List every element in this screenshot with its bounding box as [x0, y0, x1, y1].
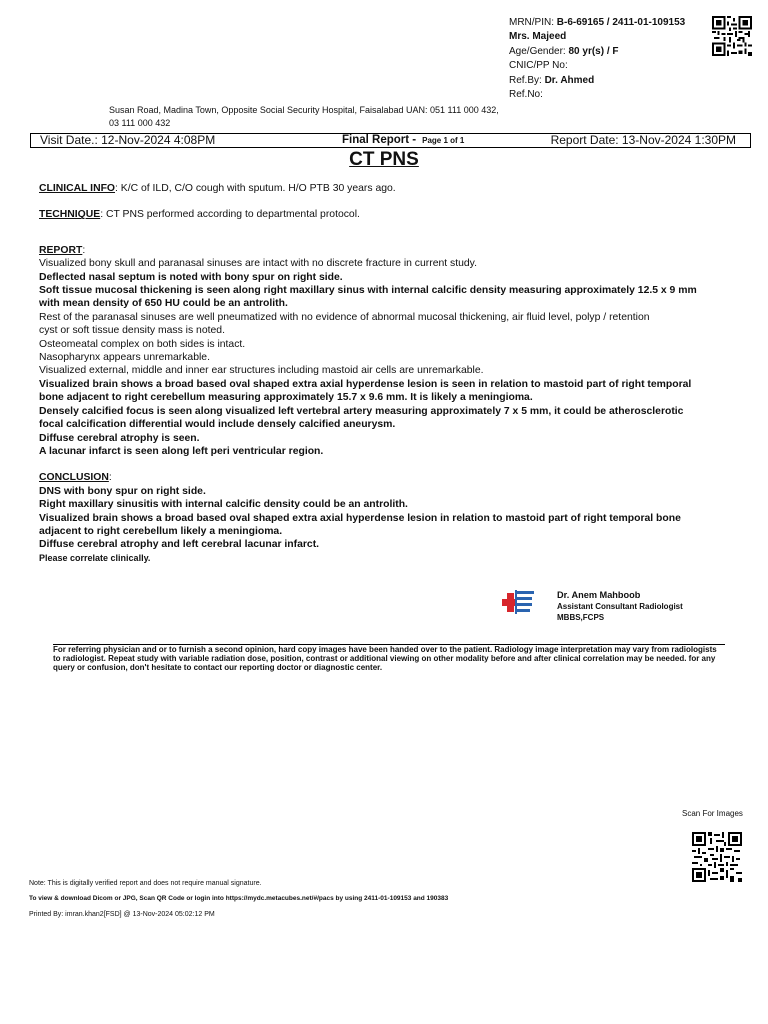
technique	[39, 208, 739, 221]
conclusion-line: Diffuse cerebral atrophy and left cerebral lacunar infarct.	[39, 539, 320, 551]
visit-date: Visit Date.: 12-Nov-2024 4:08PM	[40, 133, 216, 147]
radiologist-signature	[557, 590, 683, 623]
final-report-text: Final Report -	[342, 134, 417, 146]
age-label: Age/Gender:	[509, 45, 566, 57]
mrn-value: B-6-69165 / 2411-01-109153	[556, 17, 686, 28]
report-body	[39, 182, 739, 565]
download-instructions: To view & download Dicom or JPG, Scan QR Code or login into https://mydc.metacubes.net/#/pacs by using 2411-01-109153 and 190383	[29, 895, 449, 902]
clinical-info-text: : K/C of ILD, C/O cough with sputum. H/O PTB 30 years ago.	[115, 183, 396, 194]
radiologist-degree: MBBS,FCPS	[557, 613, 605, 622]
report-label: REPORT	[39, 244, 83, 256]
patient-name: Mrs. Majeed	[509, 31, 567, 43]
conclusion-line: DNS with bony spur on right side.	[39, 485, 206, 497]
report-finding-line: bone adjacent to right cerebellum measuring approximately 15.7 x 9.6 mm. It is likely a meningioma.	[39, 392, 533, 404]
report-colon: :	[82, 244, 86, 256]
clinical-info-label: CLINICAL INFO	[39, 183, 116, 194]
report-finding-line: A lacunar infarct is seen along left peri ventricular region.	[39, 445, 324, 457]
report-heading	[39, 244, 739, 257]
hospital-logo-icon	[502, 588, 536, 618]
conclusion-line: adjacent to right cerebellum likely a meningioma.	[39, 525, 283, 537]
correlate-note: Please correlate clinically.	[39, 552, 151, 563]
report-finding-line: Visualized external, middle and inner ear structures including mastoid air cells are unremarkable.	[39, 365, 484, 377]
conclusion-label: CONCLUSION	[39, 472, 109, 484]
report-finding-line: Deflected nasal septum is noted with bony spur on right side.	[39, 271, 343, 283]
technique-label: TECHNIQUE	[39, 209, 101, 221]
scan-for-images-label: Scan For Images	[682, 809, 743, 818]
conclusion-heading	[39, 471, 739, 484]
conclusion-line: Right maxillary sinusitis with internal calcific density could be an antrolith.	[39, 499, 408, 511]
report-finding-line: Visualized brain shows a broad based oval shaped extra axial hyperdense lesion is seen in relation to mastoid part of right temporal	[39, 378, 692, 390]
age-value: 80 yr(s) / F	[568, 45, 619, 57]
report-finding-line: with mean density of 650 HU could be an antrolith.	[39, 298, 288, 310]
radiologist-role: Assistant Consultant Radiologist	[557, 602, 683, 611]
page-indicator: Page 1 of 1	[422, 136, 465, 145]
report-finding-line: Osteomeatal complex on both sides is intact.	[39, 338, 246, 350]
printed-by: Printed By: imran.khan2[FSD] @ 13-Nov-2024 05:02:12 PM	[29, 911, 215, 918]
conclusion-line: Visualized brain shows a broad based oval shaped extra axial hyperdense lesion in relation to mastoid part of right temporal bone	[39, 512, 681, 524]
refby-label: Ref.By:	[509, 74, 542, 86]
patient-info	[509, 16, 685, 102]
qr-code-icon[interactable]	[712, 16, 752, 56]
radiologist-name: Dr. Anem Mahboob	[557, 590, 641, 600]
center-address: Susan Road, Madina Town, Opposite Social Security Hospital, Faisalabad UAN: 051 111 000 432, 03 111 000 432	[109, 105, 499, 128]
report-finding-line: Visualized bony skull and paranasal sinuses are intact with no discrete fracture in current study.	[39, 258, 477, 270]
verification-note: Note: This is digitally verified report and does not require manual signature.	[29, 880, 262, 887]
conclusion-list	[39, 485, 739, 552]
report-finding-line: Nasopharynx appears unremarkable.	[39, 352, 210, 364]
final-report-label	[342, 134, 464, 147]
report-finding-line: Densely calcified focus is seen along visualized left vertebral artery measuring approximately 7 x 5 mm, it could be atherosclerotic	[39, 405, 684, 417]
report-finding-line: Rest of the paranasal sinuses are well pneumatized with no evidence of abnormal mucosal thickening, air fluid level, polyp / retention	[39, 311, 650, 323]
refby-value: Dr. Ahmed	[544, 74, 595, 86]
disclaimer: For referring physician and or to furnish a second opinion, hard copy images have been handed over to the patient. Radiology image interpretation may vary from radiologists to radiologist. Repeat study with variable radiation dose, position, contrast or additional viewing on other modality before and after clinical correlation may be needed. for any query or confusion, don't hesitate to contact our reporting doctor or diagnostic center.	[53, 644, 725, 673]
cnic-label: CNIC/PP No:	[509, 60, 568, 72]
report-finding-line: cyst or soft tissue density mass is noted.	[39, 325, 225, 337]
report-finding-line: Diffuse cerebral atrophy is seen.	[39, 432, 200, 444]
conclusion-colon: :	[108, 472, 112, 484]
report-findings	[39, 257, 739, 458]
mrn-label: MRN/PIN:	[509, 17, 554, 28]
refno-label: Ref.No:	[509, 89, 543, 101]
report-finding-line: focal calcification differential would include densely calcified aneurysm.	[39, 419, 396, 431]
technique-text: : CT PNS performed according to departmental protocol.	[100, 209, 360, 221]
report-date: Report Date: 13-Nov-2024 1:30PM	[550, 133, 736, 147]
clinical-info	[39, 182, 739, 195]
qr-code-icon[interactable]	[690, 832, 744, 882]
page-title: CT PNS	[349, 149, 419, 170]
visit-bar	[30, 133, 751, 148]
report-finding-line: Soft tissue mucosal thickening is seen along right maxillary sinus with internal calcific density measuring approximately 12.5 x 9 mm	[39, 285, 697, 297]
